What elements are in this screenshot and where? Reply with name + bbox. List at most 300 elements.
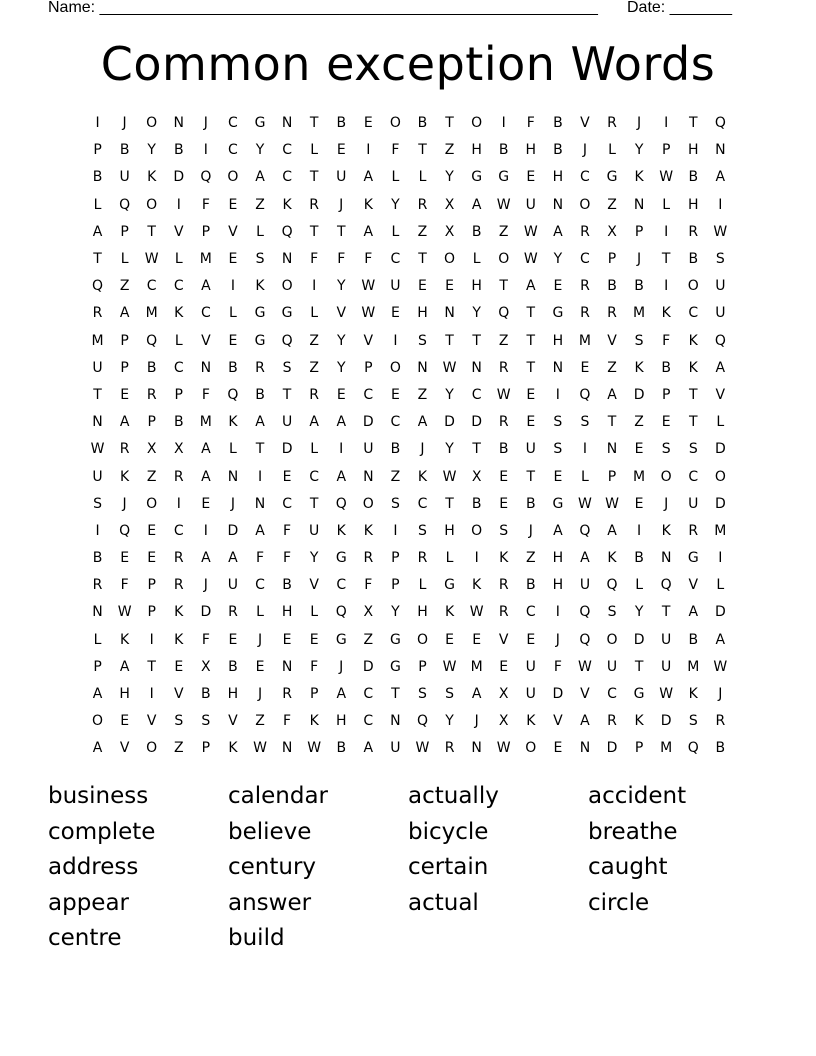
grid-letter: W xyxy=(659,686,674,703)
grid-letter: X xyxy=(201,658,211,675)
word-list-item: century xyxy=(228,854,317,880)
grid-letter: R xyxy=(688,522,699,539)
word-list-item: answer xyxy=(228,889,312,916)
grid-letter: R xyxy=(580,305,590,322)
grid-letter: K xyxy=(634,169,644,186)
grid-letter: E xyxy=(309,631,319,648)
grid-letter: Y xyxy=(336,359,346,376)
grid-letter: N xyxy=(92,414,103,431)
grid-letter: Y xyxy=(255,142,265,159)
grid-letter: D xyxy=(633,386,645,403)
name-field: Name: ________________________________________________________ xyxy=(48,0,598,16)
grid-letter: H xyxy=(552,577,564,594)
grid-letter: H xyxy=(552,332,564,349)
grid-letter: F xyxy=(553,658,562,675)
grid-letter: B xyxy=(607,278,617,295)
grid-letter: U xyxy=(336,169,347,186)
grid-letter: O xyxy=(281,278,293,295)
grid-letter: V xyxy=(146,713,157,730)
word-list-item: believe xyxy=(228,818,312,845)
grid-letter: E xyxy=(499,495,509,512)
grid-letter: V xyxy=(580,686,590,703)
grid-letter: R xyxy=(607,115,617,132)
grid-letter: P xyxy=(120,332,129,349)
grid-letter: B xyxy=(201,686,211,703)
grid-letter: Y xyxy=(336,332,346,349)
grid-letter: C xyxy=(580,251,590,268)
grid-letter: W xyxy=(713,658,728,675)
grid-letter: N xyxy=(606,441,618,458)
grid-letter: F xyxy=(120,577,129,594)
grid-letter: O xyxy=(146,495,158,512)
grid-letter: A xyxy=(336,414,347,431)
grid-letter: L xyxy=(716,414,725,431)
grid-letter: B xyxy=(525,577,536,594)
grid-letter: G xyxy=(335,631,347,648)
grid-letter: W xyxy=(469,604,484,621)
grid-letter: I xyxy=(555,604,560,621)
grid-row xyxy=(84,355,734,382)
grid-letter: U xyxy=(92,468,103,485)
grid-letter: Q xyxy=(579,522,591,539)
grid-letter: Q xyxy=(200,169,212,186)
grid-letter: S xyxy=(445,686,454,703)
grid-letter: Q xyxy=(579,631,591,648)
grid-letter: N xyxy=(92,604,103,621)
grid-letter: V xyxy=(688,577,699,594)
grid-letter: R xyxy=(309,386,320,403)
grid-letter: Z xyxy=(119,278,130,295)
grid-letter: H xyxy=(119,686,130,703)
word-list-item: certain xyxy=(408,854,489,880)
grid-letter: H xyxy=(417,604,428,621)
grid-letter: B xyxy=(688,631,699,648)
grid-letter: W xyxy=(144,251,159,268)
grid-letter: L xyxy=(418,577,427,594)
grid-letter: I xyxy=(582,441,588,458)
grid-letter: T xyxy=(688,386,698,403)
grid-letter: J xyxy=(474,713,479,730)
grid-letter: Z xyxy=(525,550,536,567)
grid-letter: B xyxy=(688,169,699,186)
grid-letter: E xyxy=(336,386,346,403)
grid-letter: Q xyxy=(660,577,672,594)
grid-letter: E xyxy=(526,631,536,648)
grid-letter: K xyxy=(174,604,184,621)
grid-row xyxy=(84,572,734,599)
grid-letter: Z xyxy=(255,196,265,213)
grid-letter: S xyxy=(688,441,698,458)
grid-letter: L xyxy=(229,441,237,458)
grid-letter: A xyxy=(715,631,726,648)
grid-letter: Q xyxy=(92,278,104,295)
grid-letter: X xyxy=(444,196,455,213)
grid-letter: E xyxy=(282,468,292,485)
grid-letter: E xyxy=(120,550,130,567)
grid-row xyxy=(84,137,734,164)
grid-letter: N xyxy=(579,740,591,757)
grid-letter: P xyxy=(147,577,156,594)
grid-letter: V xyxy=(119,740,130,757)
grid-letter: C xyxy=(173,278,184,295)
grid-letter: C xyxy=(173,522,184,539)
grid-letter: C xyxy=(255,577,265,594)
grid-letter: H xyxy=(444,522,455,539)
grid-letter: L xyxy=(391,169,400,186)
grid-letter: Y xyxy=(391,604,400,621)
grid-letter: D xyxy=(660,713,672,730)
grid-letter: T xyxy=(309,223,319,240)
grid-letter: Y xyxy=(472,305,481,322)
grid-letter: O xyxy=(714,468,726,485)
grid-letter: Q xyxy=(579,604,591,621)
grid-letter: V xyxy=(309,577,319,594)
grid-letter: R xyxy=(92,577,103,594)
grid-letter: G xyxy=(633,686,645,703)
grid-letter: V xyxy=(498,631,509,648)
grid-letter: A xyxy=(580,713,590,730)
grid-letter: G xyxy=(281,305,293,322)
grid-letter: U xyxy=(390,740,401,757)
grid-letter: P xyxy=(607,251,617,268)
grid-letter: Z xyxy=(309,332,319,349)
grid-letter: V xyxy=(228,223,238,240)
grid-letter: T xyxy=(93,386,102,403)
grid-letter: T xyxy=(499,278,508,295)
grid-letter: L xyxy=(174,251,183,268)
grid-letter: W xyxy=(605,495,619,512)
grid-letter: F xyxy=(201,386,210,403)
grid-letter: Q xyxy=(281,223,293,240)
grid-letter: E xyxy=(201,495,211,512)
grid-letter: F xyxy=(201,196,210,213)
grid-letter: K xyxy=(309,713,319,730)
grid-letter: U xyxy=(525,441,536,458)
grid-letter: T xyxy=(309,169,319,186)
grid-letter: N xyxy=(552,196,564,213)
grid-row xyxy=(84,110,734,137)
grid-letter: R xyxy=(173,468,184,485)
grid-letter: R xyxy=(607,713,617,730)
grid-letter: P xyxy=(634,740,644,757)
grid-letter: M xyxy=(660,740,673,757)
grid-letter: K xyxy=(526,713,536,730)
grid-letter: M xyxy=(199,414,212,431)
grid-letter: B xyxy=(471,495,482,512)
grid-letter: B xyxy=(119,142,130,159)
grid-letter: U xyxy=(92,359,103,376)
grid-letter: P xyxy=(661,142,671,159)
grid-letter: R xyxy=(498,604,509,621)
grid-letter: Q xyxy=(498,305,510,322)
grid-letter: O xyxy=(389,115,401,132)
grid-letter: L xyxy=(229,305,237,322)
grid-letter: C xyxy=(282,169,292,186)
grid-letter: S xyxy=(634,332,644,349)
grid-letter: J xyxy=(203,115,208,132)
grid-letter: L xyxy=(391,223,400,240)
grid-letter: I xyxy=(257,468,263,485)
grid-letter: C xyxy=(688,305,699,322)
grid-letter: G xyxy=(254,332,266,349)
grid-letter: H xyxy=(227,686,239,703)
grid-letter: F xyxy=(283,522,292,539)
grid-letter: Y xyxy=(634,604,644,621)
grid-letter: P xyxy=(309,686,319,703)
grid-letter: F xyxy=(391,142,400,159)
grid-letter: I xyxy=(393,522,398,539)
grid-letter: A xyxy=(201,441,211,458)
grid-letter: T xyxy=(688,115,698,132)
word-column xyxy=(228,779,408,957)
grid-letter: I xyxy=(555,386,560,403)
grid-letter: I xyxy=(366,142,371,159)
grid-letter: A xyxy=(580,550,590,567)
grid-letter: R xyxy=(444,740,455,757)
grid-letter: R xyxy=(607,305,617,322)
grid-letter: I xyxy=(230,278,235,295)
grid-letter: J xyxy=(637,251,642,268)
grid-letter: K xyxy=(363,522,373,539)
grid-letter: R xyxy=(715,713,726,730)
grid-row xyxy=(84,219,734,246)
grid-letter: I xyxy=(95,115,100,132)
grid-letter: O xyxy=(146,115,158,132)
grid-letter: S xyxy=(418,522,427,539)
grid-letter: N xyxy=(633,196,645,213)
grid-letter: N xyxy=(660,550,672,567)
grid-letter: O xyxy=(146,740,158,757)
grid-letter: Z xyxy=(417,223,428,240)
grid-letter: T xyxy=(688,414,698,431)
grid-letter: K xyxy=(688,332,698,349)
grid-row xyxy=(84,599,734,626)
grid-letter: O xyxy=(687,278,699,295)
grid-letter: I xyxy=(203,142,208,159)
grid-letter: A xyxy=(119,658,130,675)
grid-letter: B xyxy=(92,169,103,186)
grid-letter: N xyxy=(227,468,239,485)
grid-letter: Q xyxy=(714,332,726,349)
grid-letter: O xyxy=(471,115,483,132)
grid-letter: W xyxy=(496,740,511,757)
grid-letter: R xyxy=(255,359,265,376)
grid-letter: E xyxy=(390,305,400,322)
grid-letter: E xyxy=(499,658,509,675)
grid-letter: T xyxy=(445,115,454,132)
grid-letter: J xyxy=(203,577,208,594)
grid-letter: T xyxy=(93,251,102,268)
grid-letter: E xyxy=(147,550,157,567)
grid-letter: A xyxy=(688,604,699,621)
grid-row xyxy=(84,545,734,572)
grid-letter: A xyxy=(363,740,374,757)
grid-letter: K xyxy=(336,522,346,539)
grid-letter: R xyxy=(417,196,428,213)
grid-letter: P xyxy=(418,658,427,675)
grid-letter: K xyxy=(634,359,644,376)
grid-letter: I xyxy=(393,332,398,349)
grid-letter: W xyxy=(415,740,430,757)
grid-letter: Y xyxy=(147,142,156,159)
grid-letter: T xyxy=(418,251,427,268)
grid-letter: Q xyxy=(606,577,618,594)
grid-letter: W xyxy=(659,169,674,186)
grid-letter: S xyxy=(580,414,590,431)
grid-letter: O xyxy=(92,713,104,730)
grid-letter: D xyxy=(552,686,564,703)
grid-letter: Y xyxy=(309,550,319,567)
grid-letter: T xyxy=(634,658,644,675)
grid-letter: C xyxy=(688,468,699,485)
grid-letter: P xyxy=(364,359,373,376)
grid-letter: S xyxy=(282,359,292,376)
grid-letter: H xyxy=(552,550,564,567)
grid-letter: K xyxy=(444,604,455,621)
grid-letter: I xyxy=(664,115,669,132)
grid-letter: O xyxy=(606,631,618,648)
grid-letter: A xyxy=(553,522,563,539)
grid-letter: S xyxy=(255,251,265,268)
grid-letter: A xyxy=(607,522,617,539)
grid-letter: D xyxy=(362,658,374,675)
grid-letter: R xyxy=(498,359,509,376)
grid-letter: T xyxy=(526,359,536,376)
grid-letter: Q xyxy=(281,332,293,349)
grid-letter: V xyxy=(715,386,726,403)
grid-letter: E xyxy=(228,631,238,648)
grid-row xyxy=(84,463,734,490)
grid-letter: L xyxy=(662,196,671,213)
header xyxy=(48,0,748,20)
word-list-item: actually xyxy=(408,783,499,809)
grid-letter: U xyxy=(119,169,130,186)
grid-letter: F xyxy=(283,713,292,730)
grid-row xyxy=(84,436,734,463)
grid-letter: A xyxy=(255,522,265,539)
grid-letter: W xyxy=(307,740,322,757)
grid-letter: N xyxy=(390,713,401,730)
grid-letter: T xyxy=(661,251,671,268)
grid-letter: V xyxy=(228,713,238,730)
grid-letter: Q xyxy=(119,522,131,539)
grid-letter: V xyxy=(607,332,617,349)
grid-letter: V xyxy=(580,115,590,132)
grid-letter: W xyxy=(442,658,457,675)
grid-letter: E xyxy=(634,441,644,458)
grid-letter: P xyxy=(634,223,644,240)
grid-letter: G xyxy=(498,169,510,186)
grid-letter: W xyxy=(90,441,105,458)
grid-letter: E xyxy=(553,278,563,295)
grid-letter: Q xyxy=(227,386,239,403)
grid-letter: I xyxy=(149,631,154,648)
grid-letter: M xyxy=(714,522,727,539)
word-list-item: address xyxy=(48,854,139,880)
grid-letter: I xyxy=(203,522,208,539)
grid-letter: Y xyxy=(445,386,454,403)
grid-letter: J xyxy=(664,495,669,512)
grid-letter: G xyxy=(552,305,564,322)
grid-letter: M xyxy=(91,332,104,349)
grid-row xyxy=(84,164,734,191)
grid-letter: I xyxy=(501,115,506,132)
grid-letter: X xyxy=(498,686,509,703)
grid-letter: B xyxy=(715,740,726,757)
grid-letter: V xyxy=(173,686,184,703)
grid-letter: K xyxy=(147,169,157,186)
grid-letter: J xyxy=(230,495,235,512)
grid-letter: N xyxy=(552,359,564,376)
grid-letter: P xyxy=(147,414,156,431)
grid-letter: R xyxy=(282,686,292,703)
grid-letter: E xyxy=(120,713,130,730)
grid-letter: N xyxy=(281,740,293,757)
grid-letter: O xyxy=(525,740,537,757)
grid-letter: K xyxy=(120,631,130,648)
grid-letter: V xyxy=(201,332,211,349)
grid-letter: P xyxy=(120,223,129,240)
grid-letter: P xyxy=(93,142,102,159)
grid-letter: J xyxy=(582,142,588,159)
grid-letter: M xyxy=(633,305,646,322)
grid-letter: P xyxy=(201,223,211,240)
grid-letter: S xyxy=(390,495,400,512)
grid-letter: W xyxy=(253,740,267,757)
grid-letter: E xyxy=(526,386,536,403)
grid-letter: X xyxy=(607,223,617,240)
grid-letter: J xyxy=(555,631,560,648)
grid-letter: W xyxy=(117,604,132,621)
grid-letter: B xyxy=(173,414,184,431)
grid-letter: W xyxy=(578,658,592,675)
grid-letter: A xyxy=(92,686,103,703)
grid-letter: A xyxy=(119,414,130,431)
grid-letter: S xyxy=(418,332,427,349)
grid-letter: Q xyxy=(579,386,591,403)
grid-letter: G xyxy=(254,115,266,132)
grid-letter: O xyxy=(227,169,239,186)
grid-letter: U xyxy=(661,631,672,648)
grid-letter: T xyxy=(309,115,319,132)
grid-letter: U xyxy=(715,305,726,322)
grid-letter: T xyxy=(282,386,292,403)
grid-letter: K xyxy=(417,468,428,485)
grid-letter: U xyxy=(579,577,591,594)
grid-letter: D xyxy=(444,414,455,431)
grid-letter: F xyxy=(526,115,535,132)
grid-row xyxy=(84,192,734,219)
grid-letter: M xyxy=(687,658,700,675)
grid-letter: J xyxy=(420,441,425,458)
grid-letter: B xyxy=(471,223,482,240)
grid-letter: F xyxy=(364,251,373,268)
grid-letter: B xyxy=(173,142,184,159)
grid-letter: D xyxy=(281,441,293,458)
grid-letter: Z xyxy=(255,713,265,730)
grid-letter: B xyxy=(634,550,644,567)
grid-letter: I xyxy=(149,686,154,703)
grid-letter: H xyxy=(335,713,347,730)
grid-row xyxy=(84,300,734,327)
word-list-item: centre xyxy=(48,925,122,951)
grid-letter: U xyxy=(715,278,726,295)
grid-letter: H xyxy=(281,604,293,621)
grid-letter: H xyxy=(417,305,428,322)
grid-letter: E xyxy=(174,658,184,675)
grid-letter: C xyxy=(417,495,428,512)
grid-letter: K xyxy=(282,196,292,213)
